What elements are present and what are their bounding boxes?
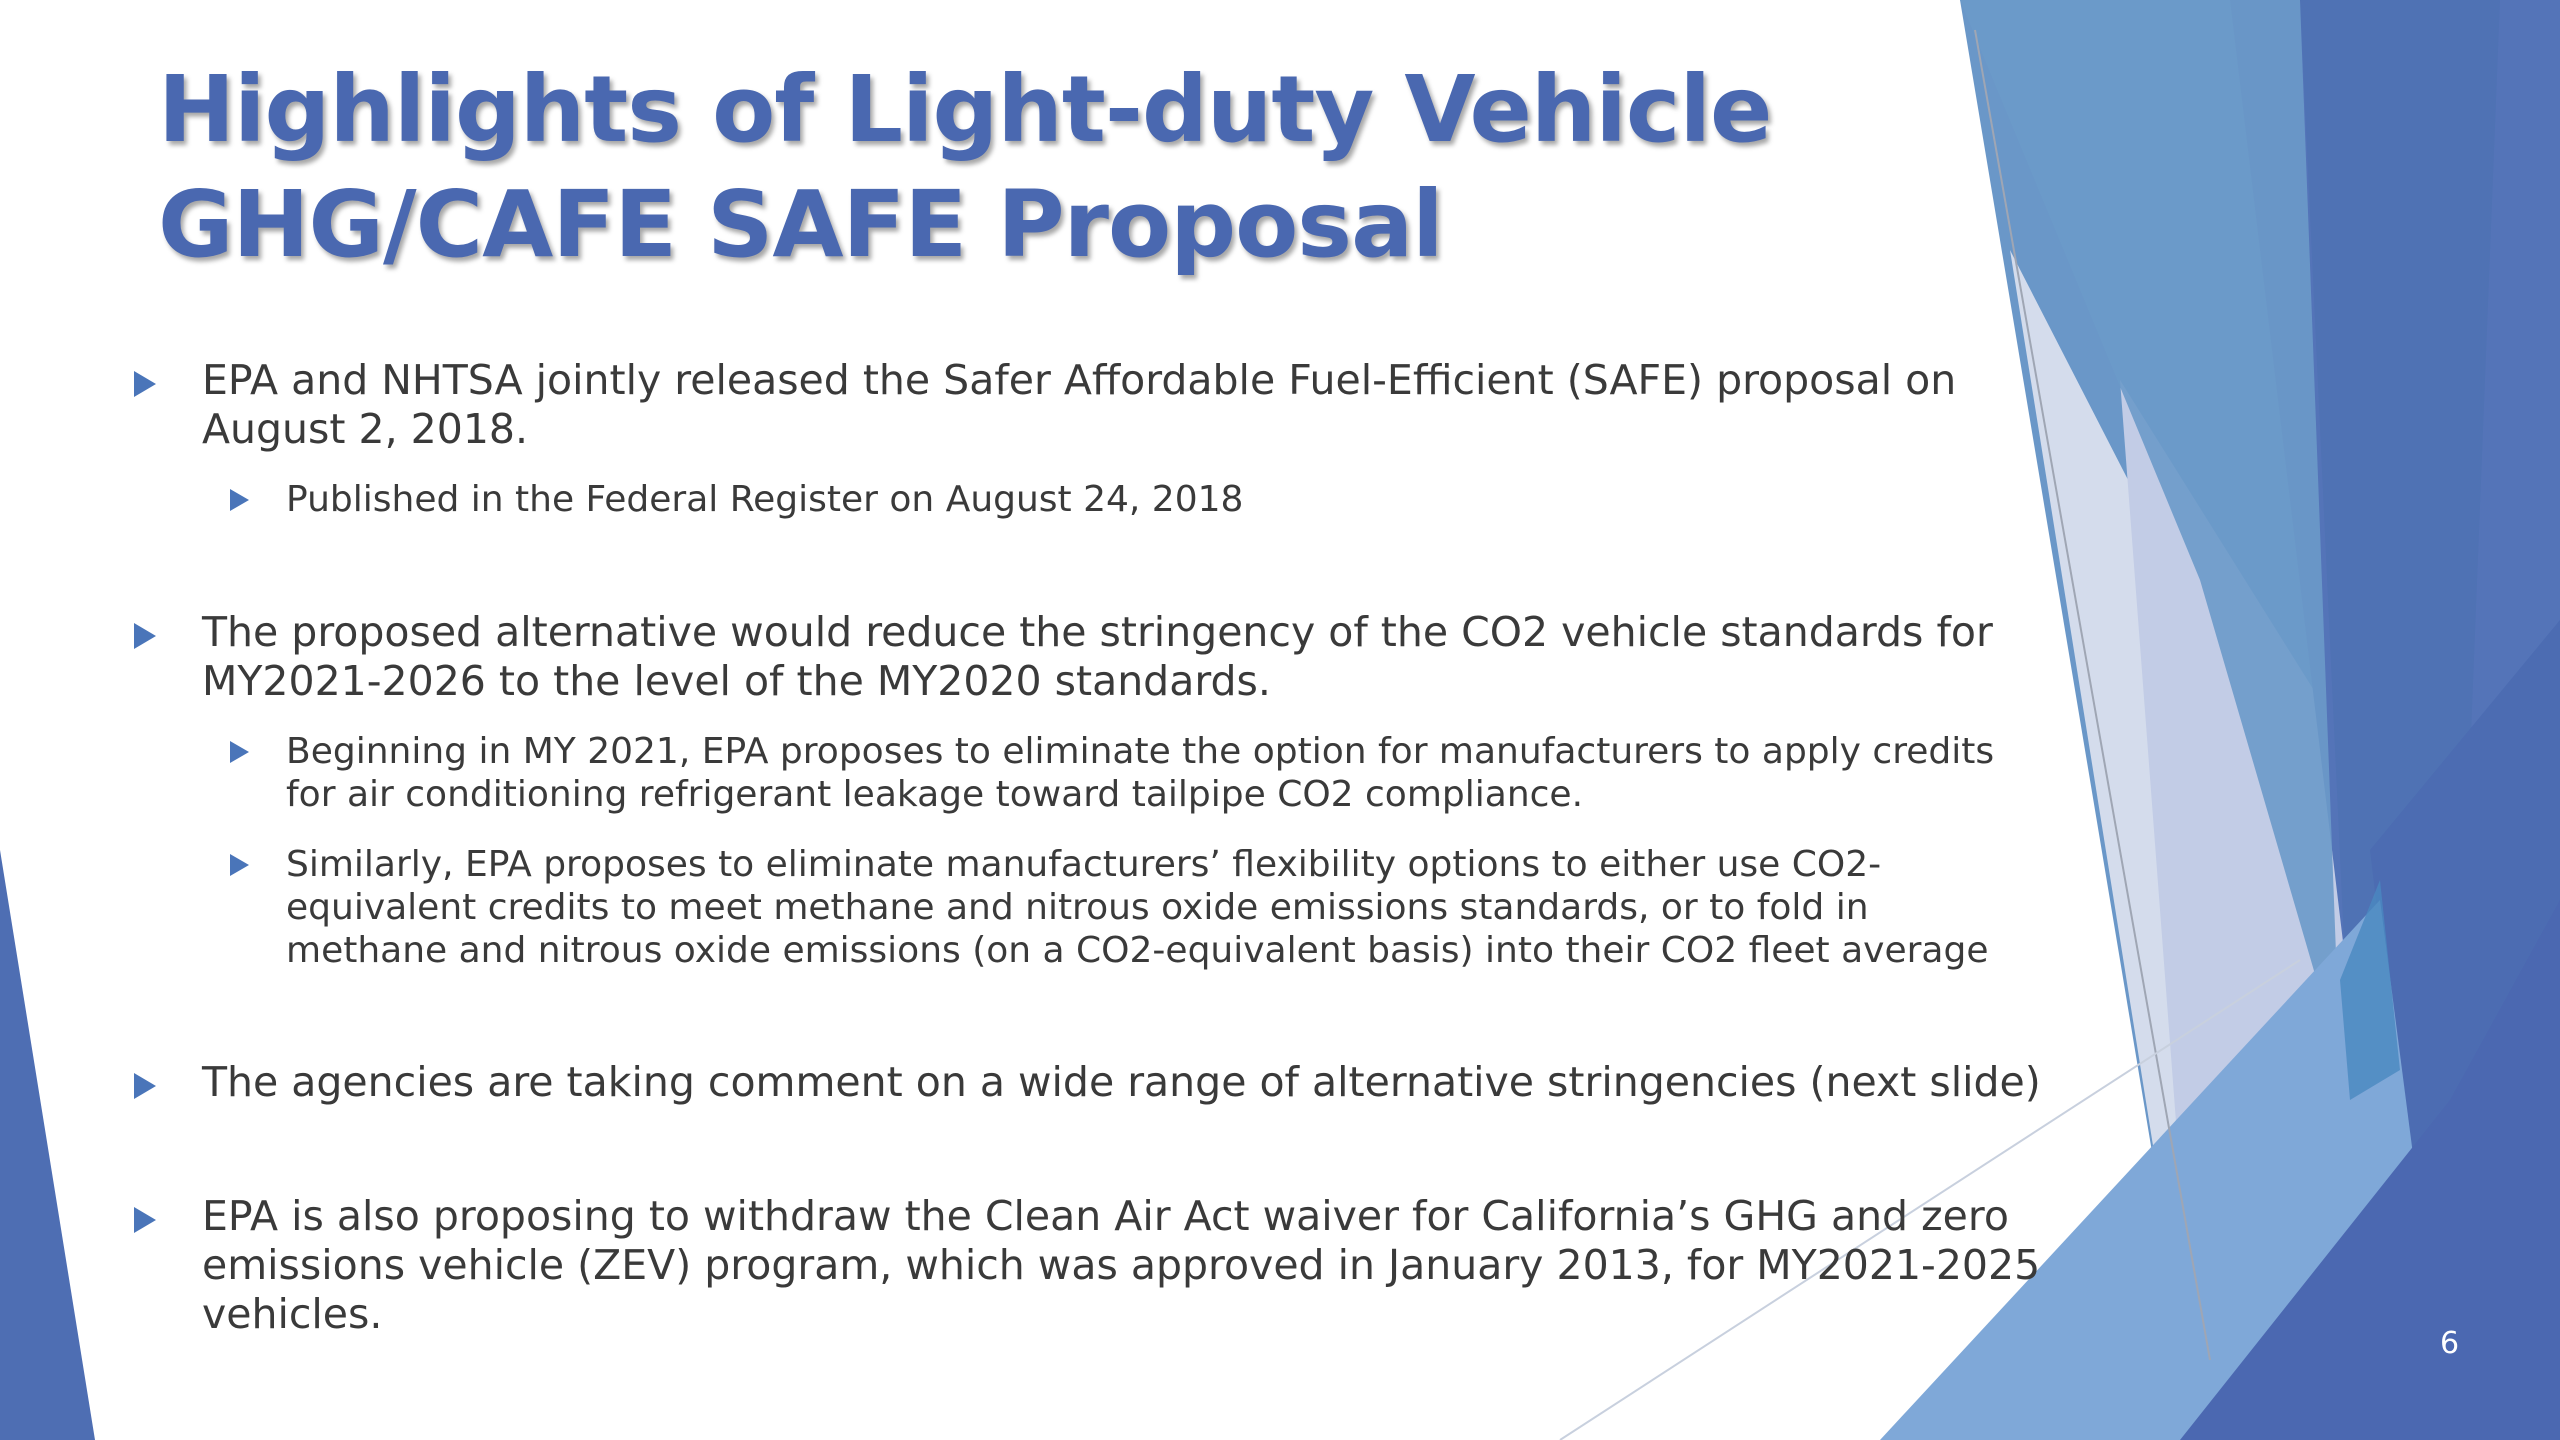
slide-title-line-1: Highlights of Light-duty Vehicle [158,56,1772,163]
bullet-line: equivalent credits to meet methane and nitrous oxide emissions standards, or to fold in [286,887,1869,928]
bullet-line: Similarly, EPA proposes to eliminate manufacturers’ flexibility options to either use CO2- [286,844,1882,885]
bullet-line: methane and nitrous oxide emissions (on a CO2-equivalent basis) into their CO2 fleet average [286,930,1989,971]
sub-bullet-arrow-icon [230,854,249,876]
bullet-arrow-icon [134,1073,156,1099]
bullet-list [130,0,2041,1440]
bullet-arrow-icon [134,371,156,397]
decor-left-facet [0,850,95,1440]
bullet-line: The proposed alternative would reduce the stringency of the CO2 vehicle standards for [202,608,1993,656]
bullet-text [202,1192,2040,1339]
page-number: 6 [2440,1326,2460,1361]
bullet-text [202,1058,2041,1107]
bullet-arrow-icon [134,1207,156,1233]
bullet-line: MY2021-2026 to the level of the MY2020 standards. [202,657,1271,705]
bullet-line: for air conditioning refrigerant leakage toward tailpipe CO2 compliance. [286,774,1584,815]
bullet-text [202,356,1956,454]
bullet-arrow-icon [134,623,156,649]
bullet-line: EPA is also proposing to withdraw the Clean Air Act waiver for California’s GHG and zero [202,1192,2009,1240]
bullet-line: August 2, 2018. [202,405,529,453]
bullet-line: Beginning in MY 2021, EPA proposes to eliminate the option for manufacturers to apply credits [286,731,1995,772]
sub-bullet-text [286,730,1994,816]
bullet-line: emissions vehicle (ZEV) program, which was approved in January 2013, for MY2021-2025 [202,1241,2041,1289]
sub-bullet-text [286,478,1243,521]
bullet-text [202,608,1993,706]
bullet-line: Published in the Federal Register on August 24, 2018 [286,479,1244,520]
bullet-line: EPA and NHTSA jointly released the Safer Affordable Fuel-Efficient (SAFE) proposal on [202,356,1957,404]
sub-bullet-arrow-icon [230,741,249,763]
sub-bullet-arrow-icon [230,489,249,511]
sub-bullet-text [286,843,1989,972]
bullet-line: vehicles. [202,1290,383,1338]
slide-title-line-2: GHG/CAFE SAFE Proposal [158,171,1443,278]
bullet-line: The agencies are taking comment on a wide range of alternative stringencies (next slide) [202,1058,2041,1106]
